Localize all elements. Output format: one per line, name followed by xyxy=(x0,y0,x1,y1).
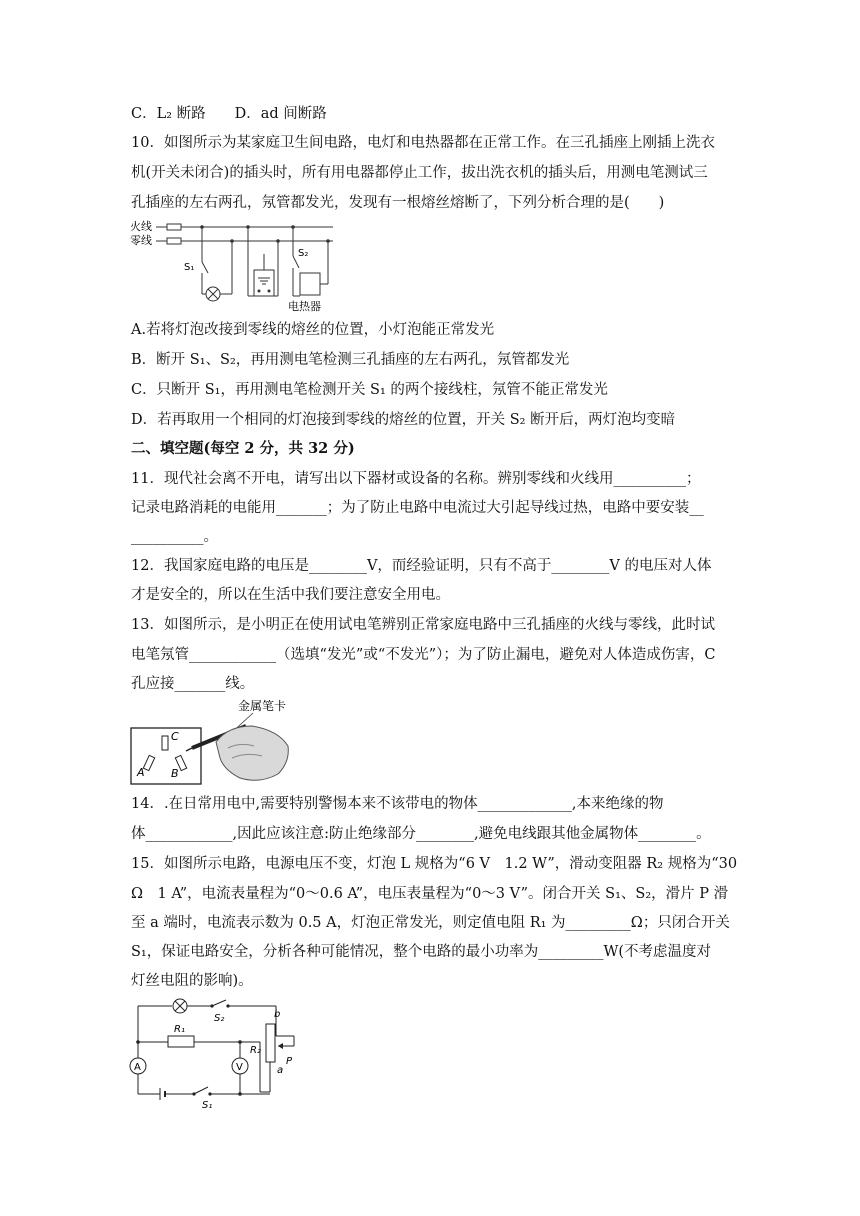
q13-line: 孔应接_______线。 xyxy=(131,676,255,692)
s2-label: S₂ xyxy=(214,1013,225,1024)
q12-line: 12．我国家庭电路的电压是________V，而经验证明，只有不高于________V 的电压对人体 xyxy=(131,558,712,574)
switch-s2 xyxy=(212,1000,226,1006)
slider-p-label: P xyxy=(286,1056,293,1067)
s2-label: S₂ xyxy=(298,248,309,259)
q13-line: 13．如图所示，是小明正在使用试电笔辨别正常家庭电路中三孔插座的火线与零线，此时试 xyxy=(131,617,715,633)
q10-option-d: D．若再取用一个相同的灯泡接到零线的熔丝的位置，开关 S₂ 断开后，两灯泡均变暗 xyxy=(131,412,676,428)
q10-option-b: B．断开 S₁、S₂，再用测电笔检测三孔插座的左右两孔，氖管都发光 xyxy=(131,352,570,368)
switch-s1 xyxy=(202,262,208,273)
switch-s1 xyxy=(194,1087,208,1094)
q13-test-pen-socket-figure xyxy=(128,696,300,786)
r1-label: R₁ xyxy=(174,1024,185,1035)
hole-c xyxy=(162,736,168,750)
q11-line: 11．现代社会离不开电，请写出以下器材或设备的名称。辨别零线和火线用__________； xyxy=(131,471,701,487)
electric-heater xyxy=(300,273,320,295)
q11-line: 记录电路消耗的电能用_______；为了防止电路中电流过大引起导线过热，电路中要安装__ xyxy=(131,500,704,516)
q14-line: 14．.在日常用电中,需要特别警惕本来不该带电的物体_____________,本来绝缘的物 xyxy=(131,796,664,812)
hole-c-label: C xyxy=(171,730,179,743)
q15-line: 15．如图所示电路，电源电压不变，灯泡 L 规格为“6 V 1.2 W”，滑动变阻器 R₂ 规格为“30 xyxy=(131,856,738,872)
hand-icon xyxy=(216,726,288,780)
q11-line: __________。 xyxy=(131,529,218,545)
s1-label: S₁ xyxy=(184,262,195,273)
q10-stem-line: 机(开关未闭合)的插头时，所有用电器都停止工作，拔出洗衣机的插头后，用测电笔测试三 xyxy=(131,165,708,181)
resistor-r1 xyxy=(168,1036,194,1047)
voltmeter-label: V xyxy=(236,1062,243,1073)
metal-clip-callout: 金属笔卡 xyxy=(238,699,287,713)
end-b-label: b xyxy=(274,1009,281,1020)
heater-label: 电热器 xyxy=(288,300,321,313)
ammeter-label: A xyxy=(134,1062,141,1073)
q12-line: 才是安全的，所以在生活中我们要注意安全用电。 xyxy=(131,587,450,603)
r2-label: R₂ xyxy=(250,1045,261,1056)
q10-stem-line: 孔插座的左右两孔，氖管都发光，发现有一根熔丝熔断了，下列分析合理的是( ) xyxy=(131,195,665,211)
rheostat-r2 xyxy=(266,1024,275,1062)
q15-line: Ω 1 A”，电流表量程为“0～0.6 A”，电压表量程为“0～3 V”。闭合开关 S₁、S₂，滑片 P 滑 xyxy=(131,886,729,902)
q15-line: 至 a 端时，电流表示数为 0.5 A，灯泡正常发光，则定值电阻 R₁ 为_________Ω；只闭合开关 xyxy=(131,915,730,931)
q10-option-c: C．只断开 S₁，再用测电笔检测开关 S₁ 的两个接线柱，氖管不能正常发光 xyxy=(131,382,608,398)
q10-option-a: A.若将灯泡改接到零线的熔丝的位置，小灯泡能正常发光 xyxy=(131,322,495,338)
s1-label: S₁ xyxy=(202,1100,213,1110)
q15-line: S₁，保证电路安全，分析各种可能情况，整个电路的最小功率为_________W(不考虑温度对 xyxy=(131,944,712,960)
q14-line: 体____________,因此应该注意:防止绝缘部分________,避免电线跟其他金属物体________。 xyxy=(131,826,711,842)
q13-line: 电笔氖管____________（选填“发光”或“不发光”）；为了防止漏电，避免对人体造成伤害，C xyxy=(131,647,716,663)
hole-b-label: B xyxy=(171,767,179,780)
section-title: 二、填空题(每空 2 分，共 32 分) xyxy=(131,440,355,457)
fuse-neutral xyxy=(167,238,181,244)
end-a-label: a xyxy=(277,1065,284,1076)
hole-a-label: A xyxy=(137,766,145,779)
three-hole-socket xyxy=(254,270,274,296)
q10-household-circuit-diagram xyxy=(128,218,340,314)
q9-options-cd: C．L₂ 断路 D．ad 间断路 xyxy=(131,106,327,122)
neutral-wire-label: 零线 xyxy=(130,234,152,247)
q15-line: 灯丝电阻的影响)。 xyxy=(131,973,253,989)
q15-circuit-diagram xyxy=(128,996,312,1110)
fuse-live xyxy=(167,224,181,230)
q10-stem-line: 10．如图所示为某家庭卫生间电路，电灯和电热器都在正常工作。在三孔插座上刚插上洗衣 xyxy=(131,135,715,151)
live-wire-label: 火线 xyxy=(130,220,152,233)
